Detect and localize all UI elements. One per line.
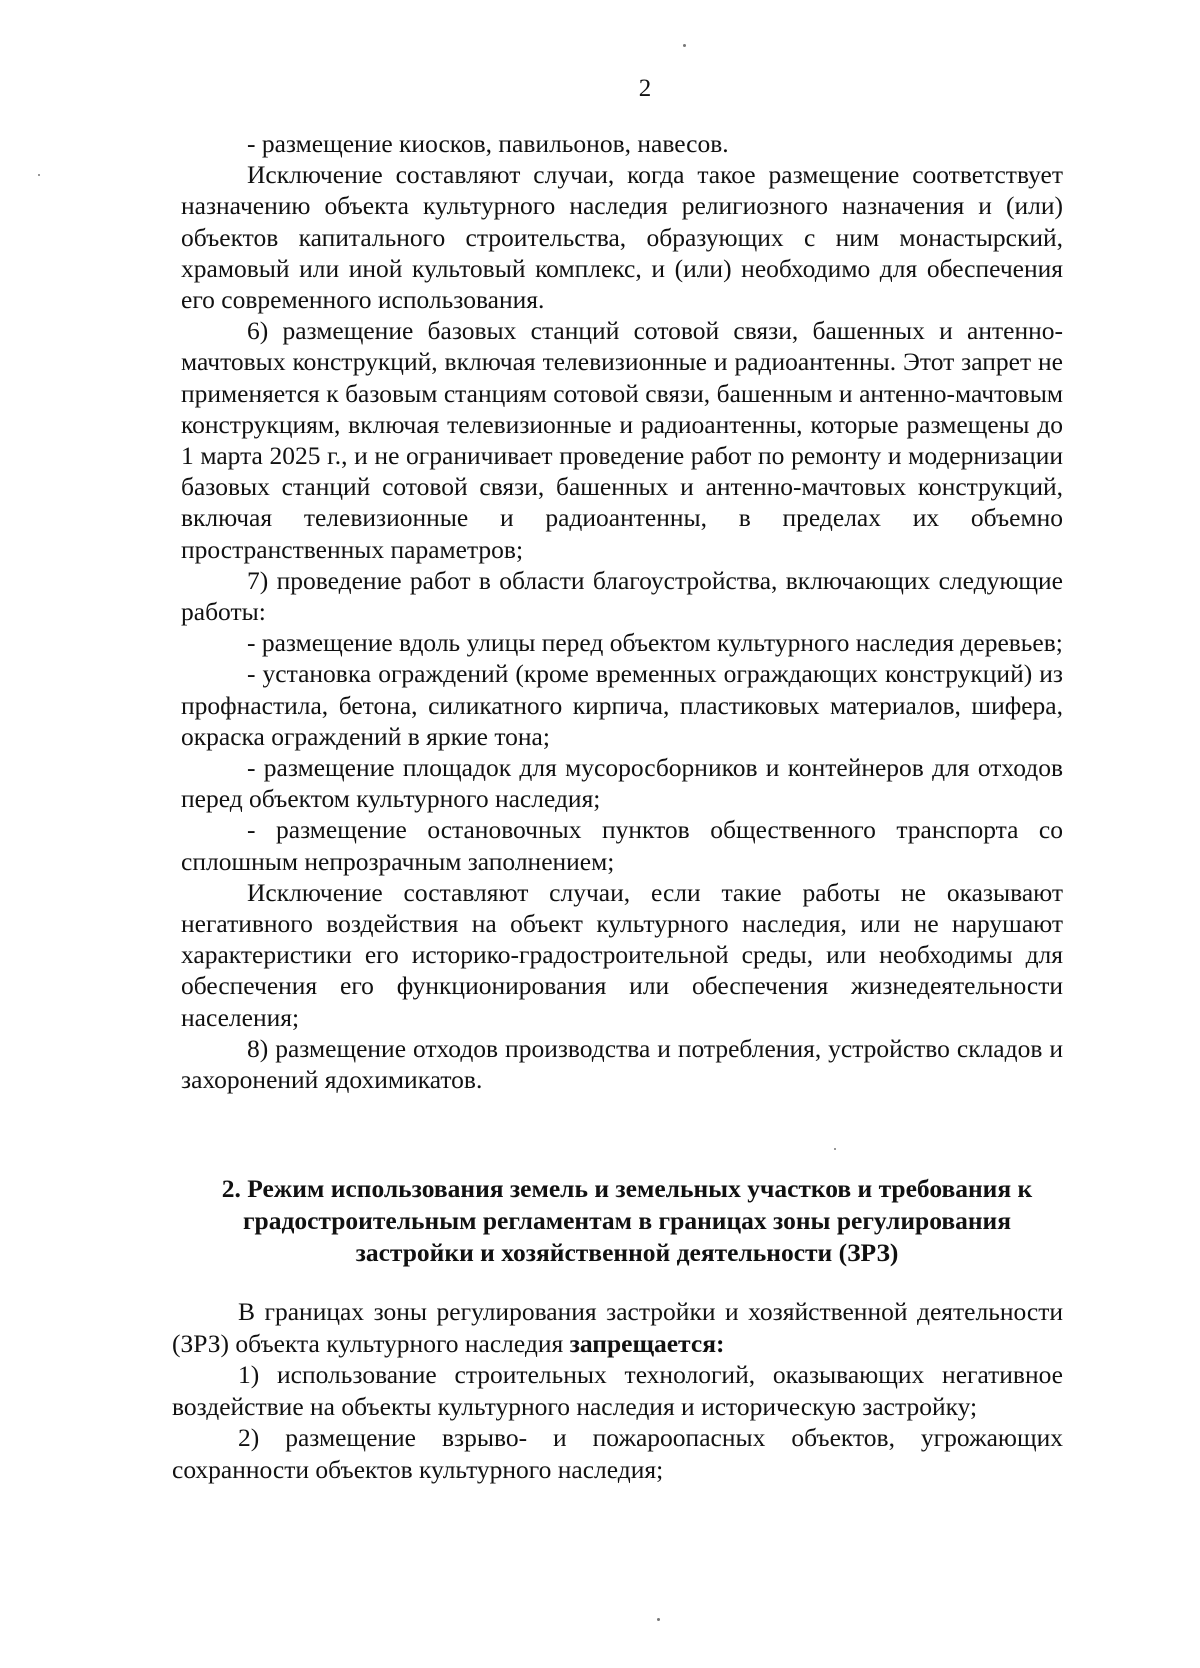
paragraph: 2) размещение взрыво- и пожароопасных объектов, угрожающих сохранности объектов культурного наследия; xyxy=(172,1423,1063,1484)
paragraph: - размещение площадок для мусоросборников и контейнеров для отходов перед объектом культурного наследия; xyxy=(181,753,1063,814)
paragraph: Исключение составляют случаи, когда такое размещение соответствует назначению объекта культурного наследия религиозного назначения и (или) объектов капитального строительства, образующих с ним монастырский, храмовый или иной культовый комплекс, и (или) необходимо для обеспечения его современного использования. xyxy=(181,160,1063,315)
page-number: 2 xyxy=(638,75,652,102)
intro-emphasis: запрещается: xyxy=(569,1328,725,1358)
paragraph: 7) проведение работ в области благоустройства, включающих следующие работы: xyxy=(181,565,1063,627)
paragraph: - установка ограждений (кроме временных ограждающих конструкций) из профнастила, бетона, силикатного кирпича, пластиковых материалов, шифера, окраска ограждений в яркие тона; xyxy=(181,659,1063,751)
paragraph: 6) размещение базовых станций сотовой связи, башенных и антенно-мачтовых конструкций, включая телевизионные и радиоантенны. Этот запрет не применяется к базовым станциям сотовой связи, башенным и антенно-мачтовым конструкциям, включая телевизионные и радиоантенны, которые размещены до 1 марта 2025 г., и не ограничивает проведение работ по ремонту и модернизации базовых станций сотовой связи, башенных и антенно-мачтовых конструкций, включая телевизионные и радиоантенны, в пределах их объемно пространственных параметров; xyxy=(181,316,1063,564)
paragraph: 8) размещение отходов производства и потребления, устройство складов и захоронений ядохимикатов. xyxy=(181,1033,1063,1095)
scan-speck xyxy=(38,174,40,176)
intro-paragraph xyxy=(172,1296,1063,1359)
paragraph: - размещение остановочных пунктов общественного транспорта со сплошным непрозрачным заполнением; xyxy=(181,815,1063,876)
scan-speck xyxy=(834,1148,836,1150)
section-heading: 2. Режим использования земель и земельных участков и требования к градостроительным регламентам в границах зоны регулирования застройки и хозяйственной деятельности (ЗРЗ) xyxy=(221,1174,1033,1267)
body-text-top xyxy=(181,128,1063,1095)
paragraph: Исключение составляют случаи, если такие работы не оказывают негативного воздействия на объект культурного наследия, или не нарушают характеристики его историко-градостроительной среды, или необходимы для обеспечения его функционирования или обеспечения жизнедеятельности населения; xyxy=(181,877,1063,1032)
paragraph: - размещение вдоль улицы перед объектом культурного наследия деревьев; xyxy=(247,628,1063,658)
paragraph: - размещение киосков, павильонов, навесов. xyxy=(247,129,729,158)
paragraph: 1) использование строительных технологий, оказывающих негативное воздействие на объекты культурного наследия и историческую застройку; xyxy=(172,1360,1063,1421)
scan-speck xyxy=(683,44,686,47)
intro-text: В границах зоны регулирования застройки и хозяйственной деятельности (ЗРЗ) объекта культурного наследия xyxy=(172,1297,1063,1358)
body-text-bottom xyxy=(172,1296,1063,1485)
scan-speck xyxy=(657,1618,660,1621)
